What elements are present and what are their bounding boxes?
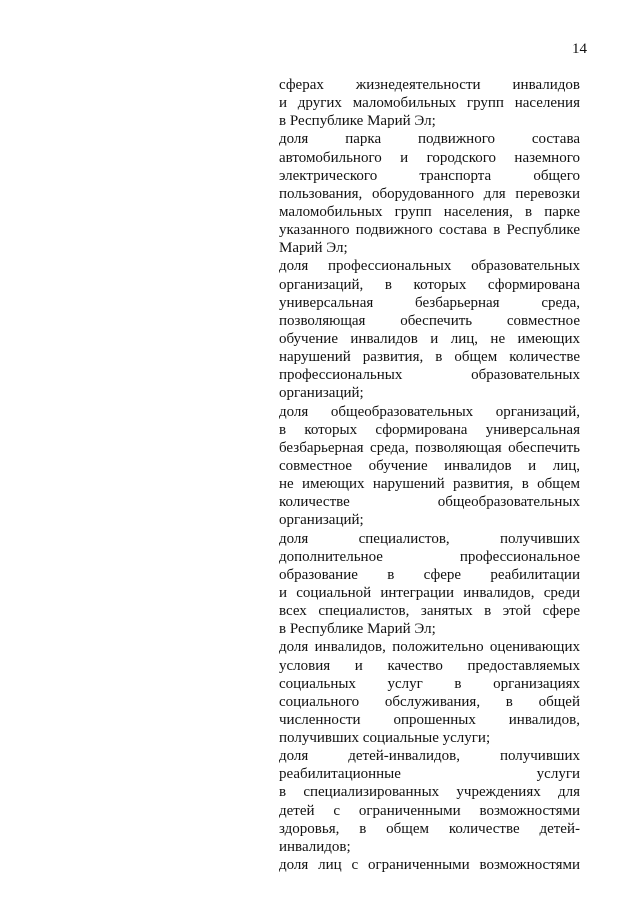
paragraph-social-services (279, 638, 580, 747)
text-line: детей с ограниченными возможностями (279, 802, 580, 819)
text-line: условия и качество предоставляемых (279, 657, 580, 674)
text-line: указанного подвижного состава в Республике (279, 222, 580, 239)
text-line: организаций; (279, 512, 364, 529)
text-line: электрического транспорта общего (279, 167, 580, 184)
text-line: в специализированных учреждениях для (279, 784, 580, 801)
text-line: доля инвалидов, положительно оценивающих (279, 639, 580, 656)
text-line: маломобильных групп населения, в парке (279, 203, 580, 220)
text-line: доля профессиональных образовательных (279, 258, 580, 275)
text-line: всех специалистов, занятых в этой сфере (279, 603, 580, 620)
text-line: и социальной интеграции инвалидов, среди (279, 584, 580, 601)
paragraph-accessibility-spheres (279, 76, 580, 130)
page-number: 14 (572, 41, 587, 57)
text-line: автомобильного и городского наземного (279, 149, 580, 166)
text-line: позволяющая обеспечить совместное (279, 312, 580, 329)
text-line: социального обслуживания, в общей (279, 693, 580, 710)
text-line: в Республике Марий Эл; (279, 113, 436, 130)
text-line: пользования, оборудованного для перевозки (279, 185, 580, 202)
paragraph-specialists (279, 530, 580, 639)
paragraph-limited-abilities (279, 856, 580, 874)
text-line: обучение инвалидов и лиц, не имеющих (279, 330, 580, 347)
paragraph-general-education (279, 403, 580, 530)
text-line: Марий Эл; (279, 240, 348, 257)
text-line: сферах жизнедеятельности инвалидов (279, 77, 580, 93)
text-line: дополнительное профессиональное (279, 548, 580, 565)
text-line: образование в сфере реабилитации (279, 566, 580, 583)
text-line: совместное обучение инвалидов и лиц, (279, 457, 580, 474)
text-line: в Республике Марий Эл; (279, 621, 436, 638)
text-line: доля специалистов, получивших (279, 530, 580, 547)
text-line: и других маломобильных групп населения (279, 95, 580, 112)
text-line: доля общеобразовательных организаций, (279, 403, 580, 420)
text-line: в которых сформирована универсальная (279, 421, 580, 438)
text-line: организаций, в которых сформирована (279, 276, 580, 293)
text-line: доля парка подвижного состава (279, 131, 580, 148)
text-line: количестве общеобразовательных (279, 494, 580, 511)
text-line: нарушений развития, в общем количестве (279, 349, 580, 366)
paragraph-children-rehabilitation (279, 747, 580, 856)
text-line: социальных услуг в организациях (279, 675, 580, 692)
document-body (279, 76, 580, 874)
text-line: доля детей-инвалидов, получивших (279, 748, 580, 765)
text-line: не имеющих нарушений развития, в общем (279, 476, 580, 493)
text-line: здоровья, в общем количестве детей- (279, 820, 580, 837)
text-line: реабилитационные услуги (279, 766, 580, 783)
text-line: профессиональных образовательных (279, 367, 580, 384)
text-line: универсальная безбарьерная среда, (279, 294, 580, 311)
text-line: численности опрошенных инвалидов, (279, 711, 580, 728)
text-line: организаций; (279, 385, 364, 402)
text-line: инвалидов; (279, 838, 351, 855)
paragraph-professional-organizations (279, 257, 580, 402)
paragraph-transport-fleet (279, 130, 580, 257)
text-line: доля лиц с ограниченными возможностями (279, 857, 580, 874)
text-line: безбарьерная среда, позволяющая обеспечить (279, 439, 580, 456)
text-line: получивших социальные услуги; (279, 730, 491, 747)
